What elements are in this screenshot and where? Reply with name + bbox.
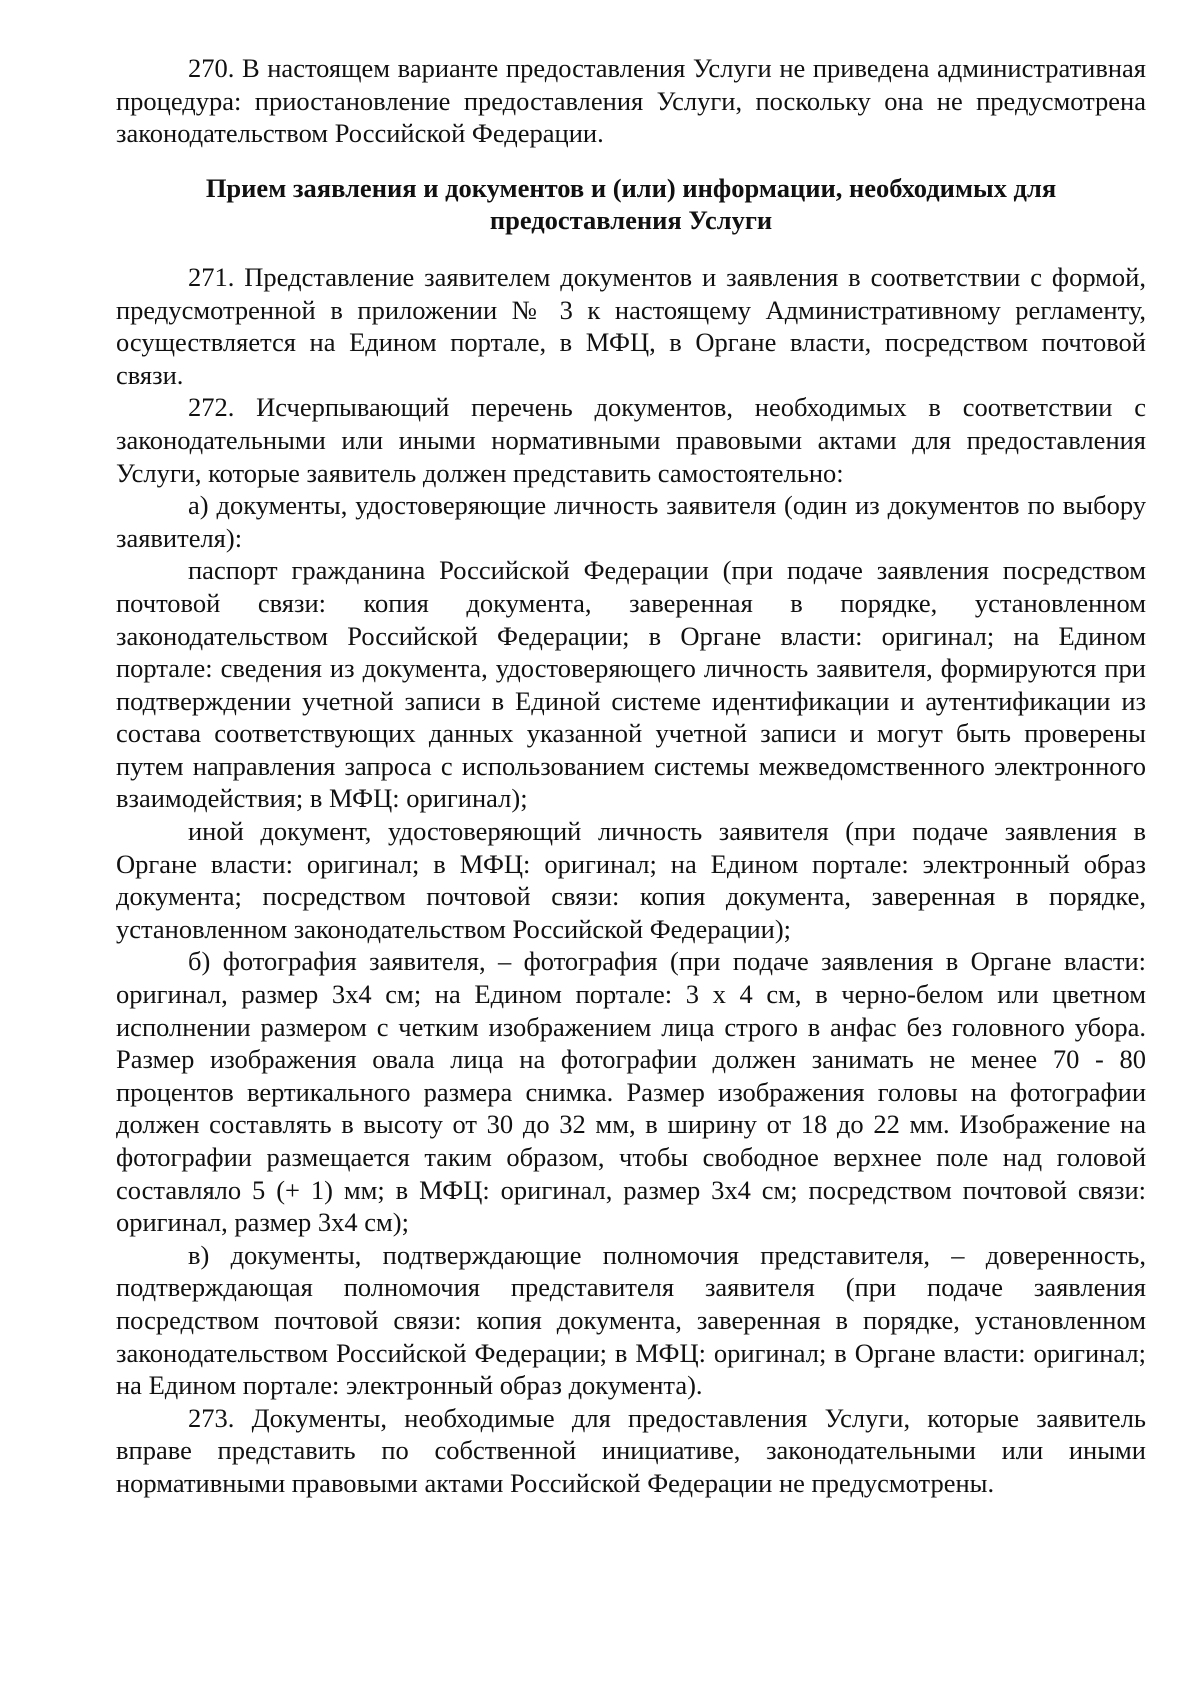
section-heading-line-2: предоставления Услуги — [489, 205, 773, 236]
list-item-b: б) фотография заявителя, – фотография (при подаче заявления в Органе власти: оригинал, размер 3x4 см; на Едином портале: 3 x 4 см, в черно-белом или цветном исполнении размером с четким изображением лица строго в анфас без головного убора. Размер изображения овала лица на фотографии должен занимать не менее 70 - 80 процентов вертикального размера снимка. Размер изображения головы на фотографии должен составлять в высоту от 30 до 32 мм, в ширину от 18 до 22 мм. Изображение на фотографии размещается таким образом, чтобы свободное верхнее поле над головой составляло 5 (+ 1) мм; в МФЦ: оригинал, размер 3x4 см; посредством почтовой связи: оригинал, размер 3x4 см); — [116, 946, 1146, 1238]
paragraph-271: 271. Представление заявителем документов и заявления в соответствии с формой, предусмотренной в приложении № 3 к настоящему Административному регламенту, осуществляется на Едином портале, в МФЦ, в Органе власти, посредством почтовой связи. — [116, 261, 1146, 390]
paragraph-272: 272. Исчерпывающий перечень документов, необходимых в соответствии с законодательными или иными нормативными правовыми актами для предоставления Услуги, которые заявитель должен представить самостоятельно: — [116, 392, 1146, 488]
list-item-a-passport: паспорт гражданина Российской Федерации (при подаче заявления посредством почтовой связи: копия документа, заверенная в порядке, установленном законодательством Российской Федерации; в Органе власти: оригинал; на Едином портале: сведения из документа, удостоверяющего личность заявителя, формируются при подтверждении учетной записи в Единой системе идентификации и аутентификации из состава соответствующих данных указанной учетной записи и могут быть проверены путем направления запроса с использованием системы межведомственного электронного взаимодействия; в МФЦ: оригинал); — [116, 555, 1146, 814]
section-heading-line-1: Прием заявления и документов и (или) информации, необходимых для — [205, 172, 1057, 203]
paragraph-273: 273. Документы, необходимые для предоставления Услуги, которые заявитель вправе представить по собственной инициативе, законодательными или иными нормативными правовыми актами Российской Федерации не предусмотрены. — [116, 1402, 1146, 1498]
document-page — [116, 52, 1146, 1500]
paragraph-270: 270. В настоящем варианте предоставления Услуги не приведена административная процедура: приостановление предоставления Услуги, поскольку она не предусмотрена законодательством Российской Федерации. — [116, 53, 1146, 149]
list-item-a: а) документы, удостоверяющие личность заявителя (один из документов по выбору заявителя): — [116, 490, 1146, 553]
list-item-a-other-document: иной документ, удостоверяющий личность заявителя (при подаче заявления в Органе власти: оригинал; в МФЦ: оригинал; на Едином портале: электронный образ документа; посредством почтовой связи: копия документа, заверенная в порядке, установленном законодательством Российской Федерации); — [116, 816, 1146, 944]
list-item-v: в) документы, подтверждающие полномочия представителя, – доверенность, подтверждающая полномочия представителя заявителя (при подаче заявления посредством почтовой связи: копия документа, заверенная в порядке, установленном законодательством Российской Федерации; в МФЦ: оригинал; в Органе власти: оригинал; на Едином портале: электронный образ документа). — [116, 1239, 1146, 1401]
section-heading — [116, 172, 1146, 237]
